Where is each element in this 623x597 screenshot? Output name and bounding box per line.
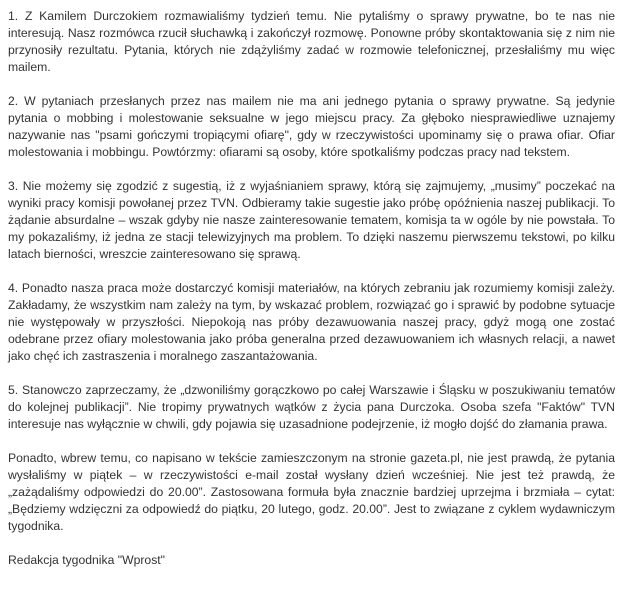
paragraph-1: 1. Z Kamilem Durczokiem rozmawialiśmy tydzień temu. Nie pytaliśmy o sprawy prywatne, bo te nas nie interesują. Nasz rozmówca rzucił słuchawką i zakończył rozmowę. Ponowne próby skontaktowania się z nim nie przynosiły rezultatu. Pytania, których nie zdążyliśmy zadać w rozmowie telefonicznej, przesłaliśmy mu więc mailem.: [8, 9, 615, 74]
paragraph-4: 4. Ponadto nasza praca może dostarczyć komisji materiałów, na których zebraniu jak rozumiemy komisji zależy. Zakładamy, że wszystkim nam zależy na tym, by wskazać problem, rozwiązać go i sprawić by podobne sytuacje nie występowały w przyszłości. Niepokoją nas próby dezawuowania naszej pracy, gdyż mogą one zostać odebrane przez ofiary molestowania jako próba generalna przed dezawuowaniem ich własnych relacji, a nawet jako chęć ich zastraszenia i moralnego zaszantażowania.: [8, 281, 615, 363]
paragraph-6: Ponadto, wbrew temu, co napisano w tekście zamieszczonym na stronie gazeta.pl, nie jest prawdą, że pytania wysłaliśmy w piątek – w rzeczywistości e-mail został wysłany dzień wcześniej. Nie jest też prawdą, że „zażądaliśmy odpowiedzi do 20.00”. Zastosowana formuła była znacznie bardziej uprzejma i brzmiała – cytat: „Będziemy wdzięczni za odpowiedź do piątku, 20 lutego, godz. 20.00”. Jest to związane z cyklem wydawniczym tygodnika.: [8, 451, 615, 533]
paragraph-3: 3. Nie możemy się zgodzić z sugestią, iż z wyjaśnianiem sprawy, którą się zajmujemy, „musimy” poczekać na wyniki pracy komisji powołanej przez TVN. Odbieramy takie sugestie jako próbę opóźnienia naszej publikacji. To żądanie absurdalne – wszak gdyby nie nasze zainteresowanie tematem, komisja ta w ogóle by nie powstała. To my pokazaliśmy, iż jedna ze stacji telewizyjnych ma problem. To dzięki naszemu pierwszemu tekstowi, po kilku latach bierności, wreszcie zainteresowano się sprawą.: [8, 179, 615, 261]
paragraph-5: 5. Stanowczo zaprzeczamy, że „dzwoniliśmy gorączkowo po całej Warszawie i Śląsku w poszukiwaniu tematów do kolejnej publikacji”. Nie tropimy prywatnych wątków z życia pana Durczoka. Osoba szefa "Faktów" TVN interesuje nas wyłącznie w chwili, gdy pojawia się uzasadnione podejrzenie, iż mogło dojść do złamania prawa.: [8, 383, 615, 431]
paragraph-2: 2. W pytaniach przesłanych przez nas mailem nie ma ani jednego pytania o sprawy prywatne. Są jedynie pytania o mobbing i molestowanie seksualne w jego miejscu pracy. Za głęboko niesprawiedliwe uznajemy nazywanie nas "psami gończymi tropiącymi ofiarę", gdy w rzeczywistości upominamy się o prawa ofiar. Ofiar molestowania i mobbingu. Powtórzmy: ofiarami są osoby, które spotkaliśmy podczas pracy nad tekstem.: [8, 94, 615, 159]
signature: Redakcja tygodnika "Wprost": [8, 553, 166, 567]
